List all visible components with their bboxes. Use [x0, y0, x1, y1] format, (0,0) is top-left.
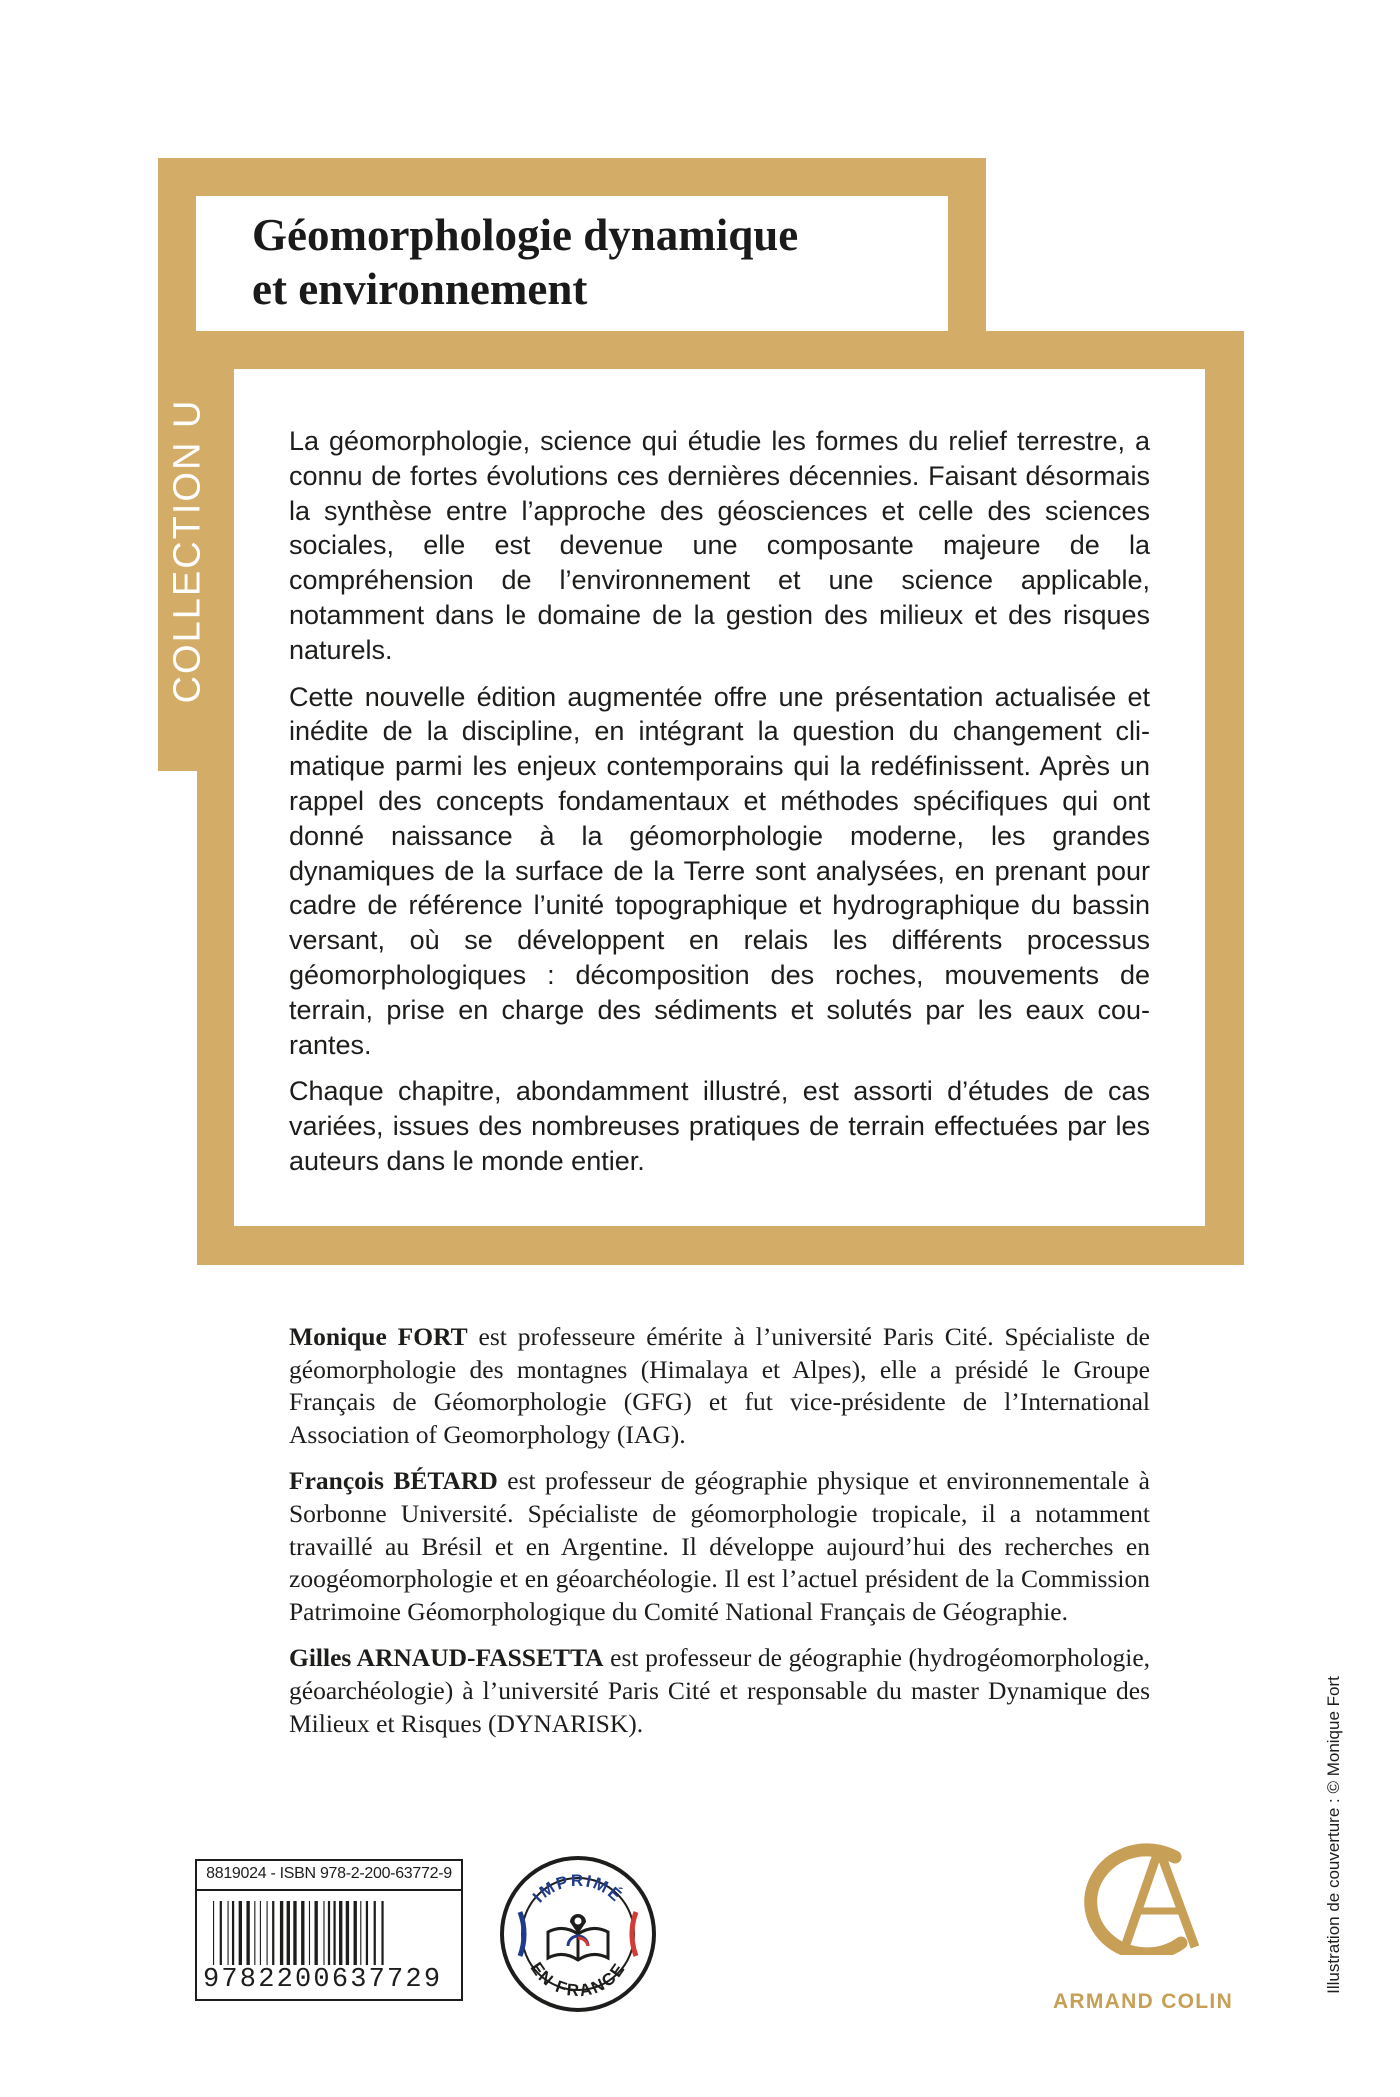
ean-digits: 9782200637729 [203, 1965, 443, 1995]
barcode-bar [381, 1901, 383, 1965]
barcode-bar [366, 1901, 368, 1965]
author-name: Monique FORT [289, 1322, 468, 1351]
barcode-bar [280, 1901, 283, 1965]
barcode-bar [246, 1901, 249, 1965]
barcode-bar [228, 1901, 229, 1965]
imprime-en-france-seal-icon [498, 1854, 658, 2014]
barcode-bar [254, 1901, 255, 1965]
publisher-name: ARMAND COLIN [1052, 1990, 1234, 2013]
barcode-bar [328, 1901, 330, 1965]
barcode-bar [260, 1901, 261, 1965]
author-bio [289, 1465, 1150, 1628]
author-bio-text: est professeure émérite à l’université Paris Cité. Spécialiste de géomorphologie des montagnes (Himalaya et Alpes), elle a présidé le Groupe Français de Géomorphologie (GFG) et fut vice-présidente de l’International Association of Geomorphology (IAG). [289, 1322, 1150, 1449]
author-name: François BÉTARD [289, 1466, 498, 1496]
isbn-divider [197, 1889, 461, 1891]
cover-credit: Illustration de couverture : © Monique Fort [1324, 1676, 1343, 1994]
author-bios [289, 1321, 1150, 1754]
barcode-bar [267, 1901, 268, 1965]
book-title-line2: et environnement [252, 264, 588, 314]
author-bio [289, 1642, 1150, 1740]
barcode-bar [301, 1901, 304, 1965]
barcode-bar [220, 1901, 222, 1965]
isbn-text: 8819024 - ISBN 978-2-200-63772-9 [206, 1865, 452, 1882]
summary-paragraph-1: La géomorphologie, science qui étudie les formes du relief terrestre, a connu de fortes évolutions ces dernières décennies. Faisant désormais la synthèse entre l’approche des géosciences et celle des sciences sociales, elle est devenue une composante majeure de la compréhension de l’environnement et une science applicable, notamment dans le domaine de la gestion des milieux et des risques naturels. [289, 426, 1150, 665]
barcode-bar [287, 1901, 290, 1965]
summary-text [289, 424, 1150, 1191]
author-bio-text: est professeur de géographie (hydrogéomorphologie, géoarchéologie) à l’université Paris Cité et responsable du master Dynamique des Milieux et Risques (DYNARISK). [289, 1643, 1151, 1738]
barcode-icon [211, 1901, 447, 1967]
barcode-bar [333, 1901, 335, 1965]
author-name: Gilles ARNAUD-FASSETTA [289, 1643, 604, 1673]
barcode-box [195, 1859, 463, 2001]
barcode-bar [315, 1901, 318, 1965]
barcode-bar [293, 1901, 296, 1965]
book-title-line1: Géomorphologie dynamique [252, 210, 799, 260]
barcode-bar [213, 1901, 214, 1965]
author-bio [289, 1321, 1150, 1451]
barcode-bar [272, 1901, 274, 1965]
seal-top-text: IMPRIMÉ [528, 1871, 627, 1907]
armand-colin-logo-icon [1055, 1835, 1245, 1955]
barcode-bar [232, 1901, 234, 1965]
barcode-bar [339, 1901, 342, 1965]
seal-bottom-text: EN FRANCE [526, 1958, 630, 2001]
barcode-bar [346, 1901, 349, 1965]
summary-paragraph-2: Cette nouvelle édition augmentée offre une présentation actualisée et inédite de la discipline, en intégrant la question du changement climatique parmi les enjeux contemporains qui la redéfinissent. Après un rappel des concepts fondamentaux et méthodes spécifiques qui ont donné naissance à la géomorphologie moderne, les grandes dynamiques de la surface de la Terre sont analysées, en prenant pour cadre de référence l’unité topographique et hydrographique du bassin versant, où se développent en relais les différents processus géomorphologiques : décomposition des roches, mouvements de terrain, prise en charge des sédiments et solutés par les eaux courantes. [289, 681, 1150, 1060]
barcode-bar [309, 1901, 310, 1965]
barcode-bar [360, 1901, 361, 1965]
book-title [252, 208, 932, 316]
barcode-bar [239, 1901, 242, 1965]
barcode-bar [354, 1901, 357, 1965]
barcode-bar [374, 1901, 376, 1965]
collection-label: COLLECTION U [166, 398, 209, 704]
barcode-bar [323, 1901, 324, 1965]
author-bio-text: est professeur de géographie physique et environnementale à Sorbonne Université. Spécialiste de géomorphologie tropicale, il a notamment travaillé au Brésil et en Argentine. Il développe aujourd’hui des recherches en zoogéomorphologie et en géoarchéologie. Il est l’actuel président de la Commission Patrimoine Géomorphologique du Comité National Français de Géographie. [289, 1466, 1150, 1626]
summary-paragraph-3: Chaque chapitre, abondamment illustré, est assorti d’études de cas variées, issues des nombreuses pratiques de terrain effectuées par les auteurs dans le monde entier. [289, 1076, 1150, 1176]
